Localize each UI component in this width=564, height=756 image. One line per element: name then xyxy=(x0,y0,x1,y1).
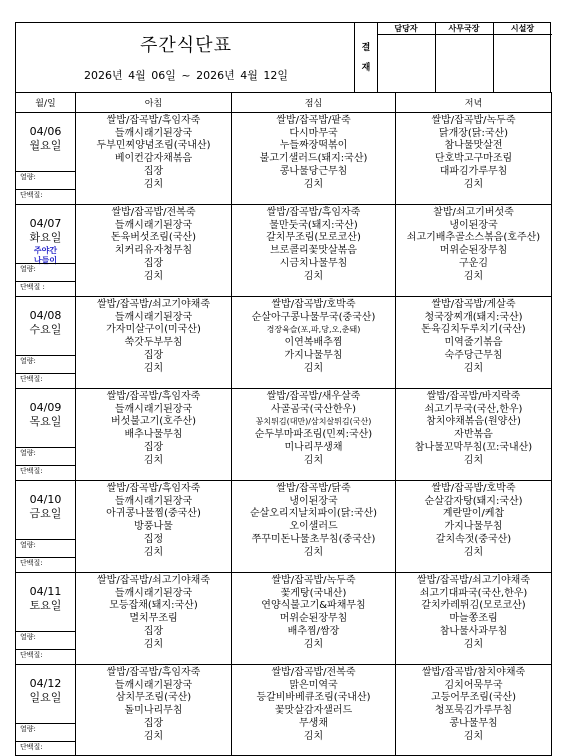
menu-item: 구운김 xyxy=(459,257,488,269)
menu-item: 쌀밥/잡곡밥/닭죽 xyxy=(276,483,351,494)
day-cell xyxy=(16,665,76,756)
approval-column-staff xyxy=(377,23,436,92)
menu-item: 쌀밥/잡곡밥/쇠고기야채죽 xyxy=(97,299,210,310)
protein-label: 단백질: xyxy=(16,465,75,477)
dinner-cell xyxy=(396,297,552,389)
menu-item: 쌀밥/잡곡밥/흑임자죽 xyxy=(106,667,201,678)
day-date-block xyxy=(16,401,75,429)
menu-item: 버섯불고기(호주산) xyxy=(110,416,197,428)
lunch-menu xyxy=(232,481,395,559)
day-weekday: 수요일 xyxy=(29,323,62,336)
menu-item: 불고기샐러드(돼지:국산) xyxy=(259,153,368,165)
menu-item: 가지나물무침 xyxy=(444,521,503,533)
day-date: 04/10 xyxy=(29,493,62,506)
menu-item: 오이샐러드 xyxy=(289,521,338,533)
table-row xyxy=(16,481,552,573)
menu-item: 브로콜리꽃맛살볶음 xyxy=(270,245,357,257)
day-cell xyxy=(16,481,76,573)
table-row xyxy=(16,389,552,481)
protein-label: 단백질 : xyxy=(16,281,75,293)
menu-item: 베이컨감자채볶음 xyxy=(114,153,193,165)
menu-item: 갈치속젓(중국산) xyxy=(435,533,512,545)
day-date-block xyxy=(16,677,75,705)
table-row xyxy=(16,665,552,756)
menu-item: 김치 xyxy=(463,362,484,374)
day-date-block xyxy=(16,309,75,337)
menu-item: 김치 xyxy=(303,638,324,650)
calorie-label: 열량: xyxy=(16,171,75,183)
menu-item: 집장 xyxy=(143,165,164,177)
menu-item: 냉이된장국 xyxy=(289,495,338,507)
approval-role: 시설장 xyxy=(493,23,552,35)
breakfast-cell xyxy=(76,205,232,297)
menu-item: 등갈비바베큐조림(국내산) xyxy=(256,692,371,704)
menu-item: 들깨시래기된장국 xyxy=(114,127,193,139)
lunch-cell xyxy=(232,573,396,665)
menu-item: 쌀밥/잡곡밥/쇠고기야채죽 xyxy=(97,575,210,586)
menu-item: 쌀밥/잡곡밥/흑임자죽 xyxy=(106,115,201,126)
menu-item: 두부민찌양념조림(국내산) xyxy=(96,140,211,152)
protein-label: 단백질: xyxy=(16,373,75,385)
breakfast-cell xyxy=(76,665,232,756)
lunch-menu xyxy=(232,205,395,283)
lunch-cell xyxy=(232,389,396,481)
menu-item: 쌀밥/잡곡밥/호박죽 xyxy=(431,483,516,494)
menu-item: 연양식불고기&파채무침 xyxy=(261,600,366,612)
table-row xyxy=(16,297,552,389)
approval-box xyxy=(354,23,552,92)
day-cell-content xyxy=(16,113,75,204)
column-header-date: 월/일 xyxy=(16,93,76,113)
day-date: 04/07 xyxy=(29,217,62,230)
menu-item: 순살아구콩나물무국(중국산) xyxy=(251,311,376,323)
menu-item: 맑은미역국 xyxy=(289,679,338,691)
menu-item: 집정 xyxy=(143,533,164,545)
day-date: 04/11 xyxy=(29,585,62,598)
menu-item: 쇠고기대파국(국산,한우) xyxy=(419,587,528,599)
menu-item: 들깨시래기된장국 xyxy=(114,219,193,231)
menu-item: 찰밥/쇠고기버섯죽 xyxy=(433,207,514,218)
menu-item: 아귀콩나물찜(중국산) xyxy=(106,508,201,520)
menu-item: 자반볶음 xyxy=(454,429,493,441)
day-cell-content xyxy=(16,389,75,480)
column-header-dinner: 저녁 xyxy=(396,93,552,113)
menu-item: 단호박고구마조림 xyxy=(434,153,513,165)
sheet-header xyxy=(15,22,551,93)
table-row xyxy=(16,573,552,665)
day-weekday: 토요일 xyxy=(29,599,62,612)
menu-item: 콩나물당근무침 xyxy=(279,165,348,177)
breakfast-menu xyxy=(76,573,231,651)
menu-item: 쇠고기배추골소스볶음(호주산) xyxy=(406,232,541,244)
menu-item: 참나물꼬막무침(꼬:국내산) xyxy=(414,441,533,453)
menu-item: 숙주당근무침 xyxy=(444,349,503,361)
menu-item: 김치 xyxy=(143,454,164,466)
menu-item: 쌀밥/잡곡밥/전복죽 xyxy=(111,207,196,218)
menu-item: 모등잡채(돼지:국산) xyxy=(109,600,198,612)
lunch-cell xyxy=(232,297,396,389)
calorie-label: 열량: xyxy=(16,355,75,367)
menu-item: 김치 xyxy=(143,178,164,190)
menu-item: 김치 xyxy=(143,546,164,558)
menu-item: 집장 xyxy=(143,717,164,729)
day-date: 04/12 xyxy=(29,677,62,690)
menu-item: 들깨시래기된장국 xyxy=(114,679,193,691)
column-header-breakfast: 아침 xyxy=(76,93,232,113)
day-date-block xyxy=(16,493,75,521)
menu-item: 꽃게탕(국내산) xyxy=(280,587,347,599)
table-row xyxy=(16,205,552,297)
day-date: 04/08 xyxy=(29,309,62,322)
menu-item: 집장 xyxy=(143,441,164,453)
menu-item: 배추찜/쌈장 xyxy=(287,625,340,637)
dinner-cell xyxy=(396,113,552,205)
approval-label xyxy=(355,23,378,92)
day-date: 04/09 xyxy=(29,401,62,414)
meal-rows xyxy=(16,113,552,756)
lunch-cell xyxy=(232,665,396,756)
day-weekday: 일요일 xyxy=(29,691,62,704)
menu-item: 청포묵김가루무침 xyxy=(434,705,513,717)
day-cell-content xyxy=(16,665,75,755)
day-note-line: 나들이 xyxy=(33,256,58,265)
menu-item: 집장 xyxy=(143,349,164,361)
dinner-menu xyxy=(396,297,551,375)
day-cell xyxy=(16,389,76,481)
menu-item: 김치 xyxy=(463,638,484,650)
lunch-menu xyxy=(232,665,395,743)
day-date-block xyxy=(16,125,75,153)
menu-item: 사골곰국(국산한우) xyxy=(270,403,357,415)
menu-item: 이연복배추찜 xyxy=(284,337,343,349)
protein-label: 단백질: xyxy=(16,189,75,201)
menu-item: 누들짜장떡볶이 xyxy=(279,140,348,152)
dinner-cell xyxy=(396,481,552,573)
lunch-cell xyxy=(232,113,396,205)
menu-item: 고등어무조림(국산) xyxy=(430,692,517,704)
menu-item: 김치 xyxy=(303,454,324,466)
approval-column-director xyxy=(435,23,494,92)
breakfast-cell xyxy=(76,389,232,481)
menu-item: 청국장찌개(돼지:국산) xyxy=(424,311,523,323)
menu-item: 돈육버섯조림(국산) xyxy=(110,232,197,244)
approval-label-top: 결 xyxy=(361,42,371,53)
day-weekday: 화요일 xyxy=(29,231,62,244)
menu-item: 김치어묵무국 xyxy=(444,679,503,691)
protein-label: 단백질: xyxy=(16,557,75,569)
breakfast-cell xyxy=(76,113,232,205)
breakfast-cell xyxy=(76,297,232,389)
lunch-menu xyxy=(232,389,395,467)
menu-item: 쌀밥/잡곡밥/흑임자죽 xyxy=(106,483,201,494)
approval-role: 담당자 xyxy=(377,23,435,35)
breakfast-cell xyxy=(76,573,232,665)
day-cell-content xyxy=(16,573,75,664)
table-header-row xyxy=(16,93,552,113)
menu-item: 들깨시래기된장국 xyxy=(114,587,193,599)
menu-item: 돈육김치두루치기(국산) xyxy=(421,324,526,336)
menu-item: 쌀밥/잡곡밥/팥죽 xyxy=(276,115,351,126)
day-cell-content xyxy=(16,297,75,388)
menu-item: 김치 xyxy=(143,638,164,650)
protein-label: 단백질: xyxy=(16,649,75,661)
menu-item: 마늘쫑조림 xyxy=(449,613,498,625)
menu-item: 삼치무조림(국산) xyxy=(115,692,192,704)
menu-item: 쌀밥/잡곡밥/녹두죽 xyxy=(431,115,516,126)
menu-item: 김치 xyxy=(303,546,324,558)
day-date-block xyxy=(16,585,75,613)
menu-item: 김치 xyxy=(303,270,324,282)
dinner-menu xyxy=(396,481,551,559)
menu-item: 들깨시래기된장국 xyxy=(114,311,193,323)
dinner-cell xyxy=(396,205,552,297)
calorie-label: 열량: xyxy=(16,447,75,459)
menu-item: 김치 xyxy=(303,730,324,742)
day-cell-content xyxy=(16,481,75,572)
lunch-menu xyxy=(232,113,395,191)
menu-item: 머위순된장무침 xyxy=(279,613,348,625)
menu-item: 가자미살구이(미국산) xyxy=(106,324,201,336)
menu-item: 콩나물무침 xyxy=(449,717,498,729)
menu-item: 김치 xyxy=(303,178,324,190)
dinner-menu xyxy=(396,205,551,283)
menu-item: 갈치카레튀김(모로코산) xyxy=(421,600,526,612)
breakfast-menu xyxy=(76,205,231,283)
menu-item: 김치 xyxy=(303,362,324,374)
day-date-block xyxy=(16,217,75,245)
day-cell xyxy=(16,113,76,205)
menu-item: 집장 xyxy=(143,257,164,269)
menu-item: 돌미나리무침 xyxy=(124,705,183,717)
menu-item: 꽃맛살감자샐러드 xyxy=(274,705,353,717)
menu-item: 쌀밥/잡곡밥/게살죽 xyxy=(431,299,516,310)
approval-label-bottom: 재 xyxy=(361,62,371,73)
approval-column-head xyxy=(493,23,552,92)
menu-item: 쌀밥/잡곡밥/바지락죽 xyxy=(426,391,521,402)
menu-item: 들깨시래기된장국 xyxy=(114,495,193,507)
dinner-cell xyxy=(396,573,552,665)
breakfast-cell xyxy=(76,481,232,573)
calorie-label: 열량: xyxy=(16,723,75,735)
menu-item: 쌀밥/잡곡밥/흑임자죽 xyxy=(106,391,201,402)
menu-item: 김치 xyxy=(463,730,484,742)
menu-item: 쌀밥/잡곡밥/새우살죽 xyxy=(266,391,361,402)
menu-item: 순살오리지날치파이(닭:국산) xyxy=(249,508,378,520)
menu-item: 참나물사과무침 xyxy=(439,625,508,637)
menu-item: 김치 xyxy=(463,270,484,282)
dinner-cell xyxy=(396,665,552,756)
dinner-menu xyxy=(396,113,551,191)
day-weekday: 월요일 xyxy=(29,139,62,152)
lunch-cell xyxy=(232,481,396,573)
menu-item: 쌀밥/잡곡밥/참치야채죽 xyxy=(421,667,526,678)
menu-period: 2026년 4월 06일 ~ 2026년 4월 12일 xyxy=(84,69,288,82)
column-header-lunch: 점심 xyxy=(232,93,396,113)
day-weekday: 금요일 xyxy=(29,507,62,520)
menu-item: 물만둣국(돼지:국산) xyxy=(269,219,358,231)
menu-item: 무생채 xyxy=(299,717,328,729)
menu-item: 김치 xyxy=(463,546,484,558)
menu-item: 쌀밥/잡곡밥/전복죽 xyxy=(271,667,356,678)
calorie-label: 열량: xyxy=(16,263,75,275)
menu-item: 순두부마파조림(민찌:국산) xyxy=(254,429,373,441)
protein-label: 단백질: xyxy=(16,741,75,753)
calorie-label: 열량: xyxy=(16,539,75,551)
breakfast-menu xyxy=(76,665,231,743)
menu-item: 멸치무조림 xyxy=(129,613,178,625)
menu-item: 대파김가루무침 xyxy=(439,165,508,177)
menu-item: 경장육슬(포,파,당,오,춘돼) xyxy=(266,325,361,335)
menu-item: 쌀밥/잡곡밥/녹두죽 xyxy=(271,575,356,586)
menu-sheet xyxy=(15,22,551,751)
approval-role: 사무국장 xyxy=(435,23,493,35)
calorie-label: 열량: xyxy=(16,631,75,643)
lunch-cell xyxy=(232,205,396,297)
day-date: 04/06 xyxy=(29,125,62,138)
menu-item: 김치 xyxy=(463,178,484,190)
dinner-cell xyxy=(396,389,552,481)
menu-item: 순살감자탕(돼지:국산) xyxy=(424,495,523,507)
menu-item: 갈치무조림(모로코산) xyxy=(266,232,361,244)
breakfast-menu xyxy=(76,481,231,559)
breakfast-menu xyxy=(76,389,231,467)
menu-item: 닭개장(닭:국산) xyxy=(438,127,509,139)
breakfast-menu xyxy=(76,297,231,375)
menu-item: 꽁치튀김(대만)/삼치살튀김(국산) xyxy=(255,417,372,427)
menu-item: 방풍나물 xyxy=(134,521,173,533)
menu-item: 참나물맛살전 xyxy=(444,140,503,152)
dinner-menu xyxy=(396,573,551,651)
day-note-line: 주야간 xyxy=(33,246,58,255)
day-cell-content xyxy=(16,205,75,296)
menu-item: 김치 xyxy=(143,362,164,374)
menu-item: 쌀밥/잡곡밥/호박죽 xyxy=(271,299,356,310)
menu-item: 쑥갓두부무침 xyxy=(124,337,183,349)
day-weekday: 목요일 xyxy=(29,415,62,428)
menu-item: 머위순된장무침 xyxy=(439,245,508,257)
menu-item: 냉이된장국 xyxy=(449,219,498,231)
breakfast-menu xyxy=(76,113,231,191)
menu-item: 계란말이/케찹 xyxy=(442,508,505,520)
lunch-menu xyxy=(232,297,395,375)
page-title: 주간식단표 xyxy=(140,35,232,56)
menu-item: 쇠고기무국(국산,한우) xyxy=(424,403,523,415)
lunch-menu xyxy=(232,573,395,651)
menu-item: 김치 xyxy=(143,270,164,282)
menu-item: 치커리유자청무침 xyxy=(114,245,193,257)
menu-item: 다시마무국 xyxy=(289,127,338,139)
menu-item: 미나리무생채 xyxy=(284,441,343,453)
day-cell xyxy=(16,205,76,297)
meal-table xyxy=(15,92,552,756)
day-cell xyxy=(16,573,76,665)
menu-item: 미역줄기볶음 xyxy=(444,337,503,349)
menu-item: 참치야채볶음(원양산) xyxy=(426,416,521,428)
dinner-menu xyxy=(396,389,551,467)
menu-item: 가지나물무침 xyxy=(284,349,343,361)
dinner-menu xyxy=(396,665,551,743)
menu-item: 집장 xyxy=(143,625,164,637)
table-row xyxy=(16,113,552,205)
menu-item: 김치 xyxy=(143,730,164,742)
menu-item: 쌀밥/잡곡밥/쇠고기야채죽 xyxy=(417,575,530,586)
menu-item: 배추나물무침 xyxy=(124,429,183,441)
menu-item: 시금치나물무침 xyxy=(279,257,348,269)
menu-item: 김치 xyxy=(463,454,484,466)
menu-item: 들깨시래기된장국 xyxy=(114,403,193,415)
menu-item: 쌀밥/잡곡밥/흑임자죽 xyxy=(266,207,361,218)
menu-item: 쭈꾸미돈나물초무침(중국산) xyxy=(251,533,376,545)
day-cell xyxy=(16,297,76,389)
